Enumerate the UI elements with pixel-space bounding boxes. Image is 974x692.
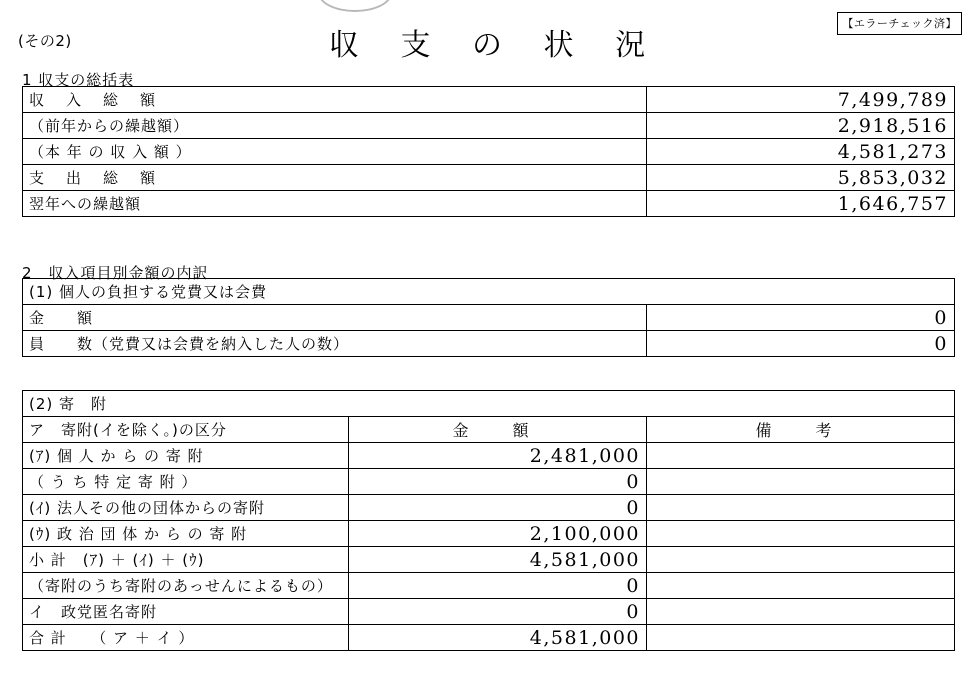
summary-label-0: 収 入 総 額 bbox=[23, 87, 647, 113]
table-row bbox=[23, 495, 955, 521]
table-header-row bbox=[23, 417, 955, 443]
donation-note-2 bbox=[647, 495, 955, 521]
donation-label-3: (ｳ) 政 治 団 体 か ら の 寄 附 bbox=[23, 521, 349, 547]
table-row bbox=[23, 191, 955, 217]
summary-amount-1: 2,918,516 bbox=[647, 113, 955, 139]
donation-amount-0: 2,481,000 bbox=[349, 443, 647, 469]
membership-fee-table bbox=[22, 278, 955, 357]
table-row bbox=[23, 573, 955, 599]
table-row bbox=[23, 599, 955, 625]
membership-title: (1) 個人の負担する党費又は会費 bbox=[23, 279, 955, 305]
table-row bbox=[23, 139, 955, 165]
donation-note-6 bbox=[647, 599, 955, 625]
section-heading-summary: 1 収支の総括表 bbox=[22, 71, 135, 89]
summary-label-3: 支 出 総 額 bbox=[23, 165, 647, 191]
membership-amount-0: 0 bbox=[647, 305, 955, 331]
table-row bbox=[23, 547, 955, 573]
donation-label-2: (ｲ) 法人その他の団体からの寄附 bbox=[23, 495, 349, 521]
summary-amount-2: 4,581,273 bbox=[647, 139, 955, 165]
donation-amount-3: 2,100,000 bbox=[349, 521, 647, 547]
table-row bbox=[23, 391, 955, 417]
donation-amount-6: 0 bbox=[349, 599, 647, 625]
donation-header-amount: 金 額 bbox=[349, 417, 647, 443]
donation-amount-7: 4,581,000 bbox=[349, 625, 647, 651]
membership-amount-1: 0 bbox=[647, 331, 955, 357]
table-row bbox=[23, 87, 955, 113]
table-row bbox=[23, 469, 955, 495]
donation-note-4 bbox=[647, 547, 955, 573]
summary-amount-0: 7,499,789 bbox=[647, 87, 955, 113]
donation-label-1: （ う ち 特 定 寄 附 ） bbox=[23, 469, 349, 495]
donation-note-7 bbox=[647, 625, 955, 651]
donation-label-5: （寄附のうち寄附のあっせんによるもの） bbox=[23, 573, 349, 599]
donation-amount-1: 0 bbox=[349, 469, 647, 495]
donation-label-7: 合 計 （ ア ＋ イ ） bbox=[23, 625, 349, 651]
summary-amount-3: 5,853,032 bbox=[647, 165, 955, 191]
error-check-badge: 【エラーチェック済】 bbox=[837, 12, 962, 35]
summary-amount-4: 1,646,757 bbox=[647, 191, 955, 217]
table-row bbox=[23, 625, 955, 651]
summary-label-2: （本 年 の 収 入 額 ） bbox=[23, 139, 647, 165]
table-row bbox=[23, 279, 955, 305]
donation-amount-2: 0 bbox=[349, 495, 647, 521]
membership-label-0: 金 額 bbox=[23, 305, 647, 331]
donation-label-0: (ｱ) 個 人 か ら の 寄 附 bbox=[23, 443, 349, 469]
table-row bbox=[23, 113, 955, 139]
table-row bbox=[23, 305, 955, 331]
donation-label-4: 小 計 (ｱ) ＋ (ｲ) ＋ (ｳ) bbox=[23, 547, 349, 573]
membership-label-1: 員 数（党費又は会費を納入した人の数） bbox=[23, 331, 647, 357]
table-row bbox=[23, 521, 955, 547]
form-sub-label: (その2) bbox=[18, 32, 72, 50]
donation-amount-5: 0 bbox=[349, 573, 647, 599]
donation-note-0 bbox=[647, 443, 955, 469]
table-row bbox=[23, 331, 955, 357]
summary-table bbox=[22, 86, 955, 217]
donation-table bbox=[22, 390, 955, 651]
donation-note-5 bbox=[647, 573, 955, 599]
summary-label-1: （前年からの繰越額） bbox=[23, 113, 647, 139]
donation-header-category: ア 寄附(イを除く。)の区分 bbox=[23, 417, 349, 443]
donation-title: (2) 寄 附 bbox=[23, 391, 955, 417]
summary-label-4: 翌年への繰越額 bbox=[23, 191, 647, 217]
page-title: 収 支 の 状 況 bbox=[328, 28, 662, 63]
donation-note-1 bbox=[647, 469, 955, 495]
donation-label-6: イ 政党匿名寄附 bbox=[23, 599, 349, 625]
donation-note-3 bbox=[647, 521, 955, 547]
donation-amount-4: 4,581,000 bbox=[349, 547, 647, 573]
donation-header-note: 備 考 bbox=[647, 417, 955, 443]
table-row bbox=[23, 443, 955, 469]
scan-artifact bbox=[318, 0, 392, 12]
table-row bbox=[23, 165, 955, 191]
section-heading-income-breakdown: 2 収入項目別金額の内訳 bbox=[22, 264, 209, 282]
